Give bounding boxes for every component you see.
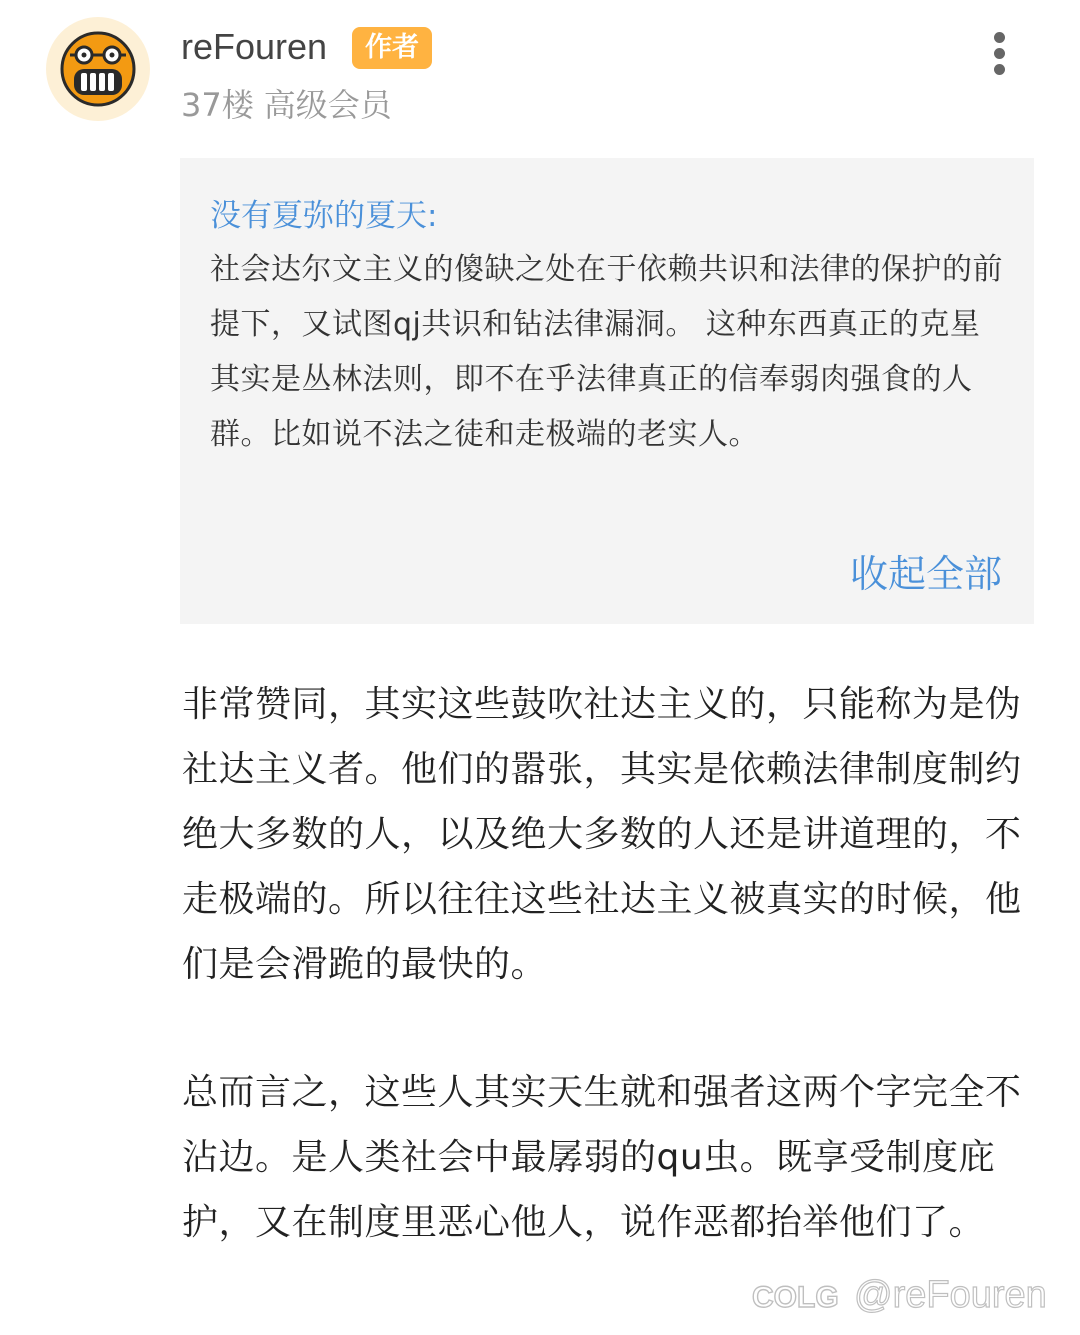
svg-text:COLG: COLG bbox=[752, 1281, 839, 1314]
member-level: 高级会员 bbox=[263, 86, 392, 124]
floor-number: 37楼 bbox=[181, 86, 254, 124]
quote-text: 社会达尔文主义的傻缺之处在于依赖共识和法律的保护的前提下，又试图qj共识和钻法律漏洞。 这种东西真正的克星其实是丛林法则，即不在乎法律真正的信奉弱肉强食的人群。比如说不法之徒和走极端的老实人。 bbox=[210, 252, 1003, 452]
post-paragraph: 总而言之，这些人其实天生就和强者这两个字完全不沾边。是人类社会中最孱弱的qu虫。既享受制度庇护，又在制度里恶心他人，说作恶都抬举他们了。 bbox=[182, 1072, 1022, 1243]
avatar[interactable] bbox=[46, 17, 150, 121]
post-paragraph: 非常赞同，其实这些鼓吹社达主义的，只能称为是伪社达主义者。他们的嚣张，其实是依赖法律制度制约绝大多数的人，以及绝大多数的人还是讲道理的，不走极端的。所以往往这些社达主义被真实的时候，他们是会滑跪的最快的。 bbox=[182, 684, 1022, 985]
author-badge: 作者 bbox=[352, 27, 432, 69]
collapse-all-link[interactable]: 收起全部 bbox=[849, 552, 1002, 596]
username[interactable]: reFouren bbox=[181, 26, 328, 67]
watermark-handle: @reFouren bbox=[854, 1274, 1047, 1316]
more-options-button[interactable] bbox=[980, 28, 1020, 78]
cartoon-face-avatar-icon bbox=[60, 31, 136, 107]
colg-logo bbox=[750, 1275, 846, 1315]
quoted-reply bbox=[180, 158, 1034, 624]
quote-author[interactable]: 没有夏弥的夏天: bbox=[210, 198, 438, 234]
post-meta bbox=[181, 84, 392, 126]
watermark bbox=[750, 1270, 1047, 1320]
